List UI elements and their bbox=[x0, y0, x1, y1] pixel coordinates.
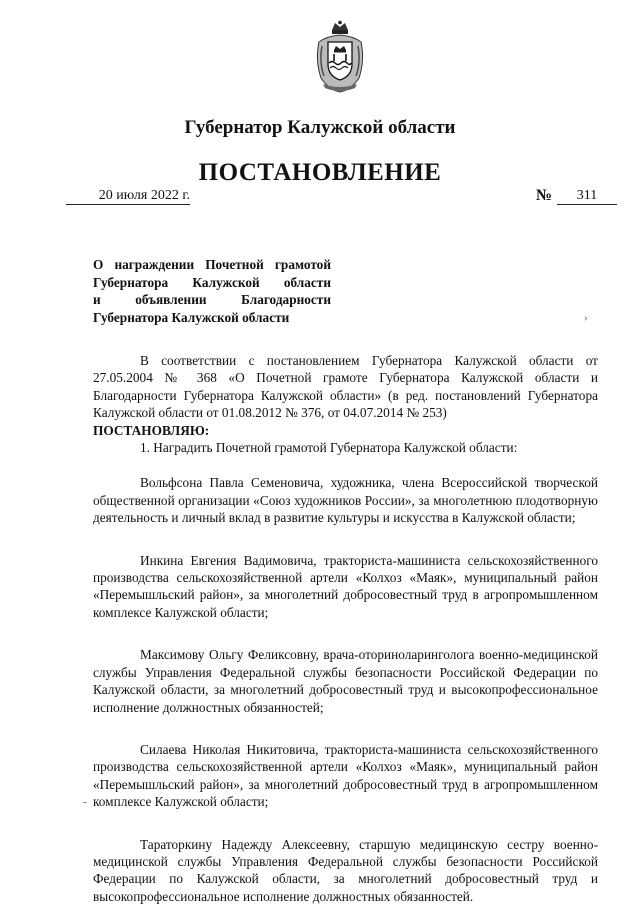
document-body bbox=[93, 352, 598, 905]
margin-mark: › bbox=[584, 312, 588, 324]
document-type: ПОСТАНОВЛЕНИЕ bbox=[198, 159, 442, 186]
decree-item: 1. Наградить Почетной грамотой Губернатора Калужской области: bbox=[140, 440, 518, 456]
kaluga-coat-of-arms-icon bbox=[313, 20, 367, 94]
subject-line: О награждении Почетной грамотой bbox=[93, 257, 331, 272]
subject-line: Губернатора Калужской области bbox=[93, 274, 331, 290]
document-date: 20 июля 2022 г. bbox=[66, 187, 190, 205]
issuer-title: Губернатор Калужской области bbox=[184, 117, 456, 138]
subject-line: Губернатора Калужской области bbox=[93, 309, 290, 325]
document-number: 311 bbox=[557, 187, 617, 205]
awardee-paragraph: Максимову Ольгу Феликсовну, врача-оториноларинголога военно-медицинской службы Управления Федеральной службы безопасности Российской Федерации по Калужской области, за многолетний добросовестный труд и высокопрофессиональное исполнение должностных обязанностей; bbox=[93, 647, 598, 715]
awardee-paragraph: Силаева Николая Никитовича, тракториста-машиниста сельскохозяйственного производства сельскохозяйственной артели «Колхоз «Маяк», муниципальный район «Перемышльский район», за многолетний добросовестный труд в агропромышленном комплексе Калужской области; bbox=[93, 741, 598, 810]
margin-mark: - bbox=[83, 796, 87, 808]
decree-heading: ПОСТАНОВЛЯЮ: bbox=[93, 422, 210, 438]
preamble-paragraph: В соответствии с постановлением Губернатора Калужской области от 27.05.2004 № 368 «О Почетной грамоте Губернатора Калужской области и Благодарности Губернатора Калужской области» (в ред. постановлений Губернатора Калужской области от 01.08.2012 № 376, от 04.07.2014 № 253) bbox=[93, 353, 598, 421]
awardee-paragraph: Инкина Евгения Вадимовича, тракториста-машиниста сельскохозяйственного производства сельскохозяйственной артели «Колхоз «Маяк», муниципальный район «Перемышльский район», за многолетний добросовестный труд в агропромышленном комплексе Калужской области; bbox=[93, 552, 598, 620]
number-label: № bbox=[536, 187, 553, 204]
awardee-paragraph: Тараторкину Надежду Алексеевну, старшую медицинскую сестру военно-медицинской службы Управления Федеральной службы безопасности Российской Федерации по Калужской области, за многолетний добросовестный труд и высокопрофессиональное исполнение должностных обязанностей. bbox=[93, 836, 598, 904]
awardee-paragraph: Вольфсона Павла Семеновича, художника, члена Всероссийской творческой общественной организации «Союз художников России», за многолетнюю плодотворную деятельность и личный вклад в развитие культуры и искусства в Калужской области; bbox=[93, 475, 598, 526]
subject-line: и объявлении Благодарности bbox=[93, 292, 331, 307]
document-subject bbox=[93, 256, 331, 326]
